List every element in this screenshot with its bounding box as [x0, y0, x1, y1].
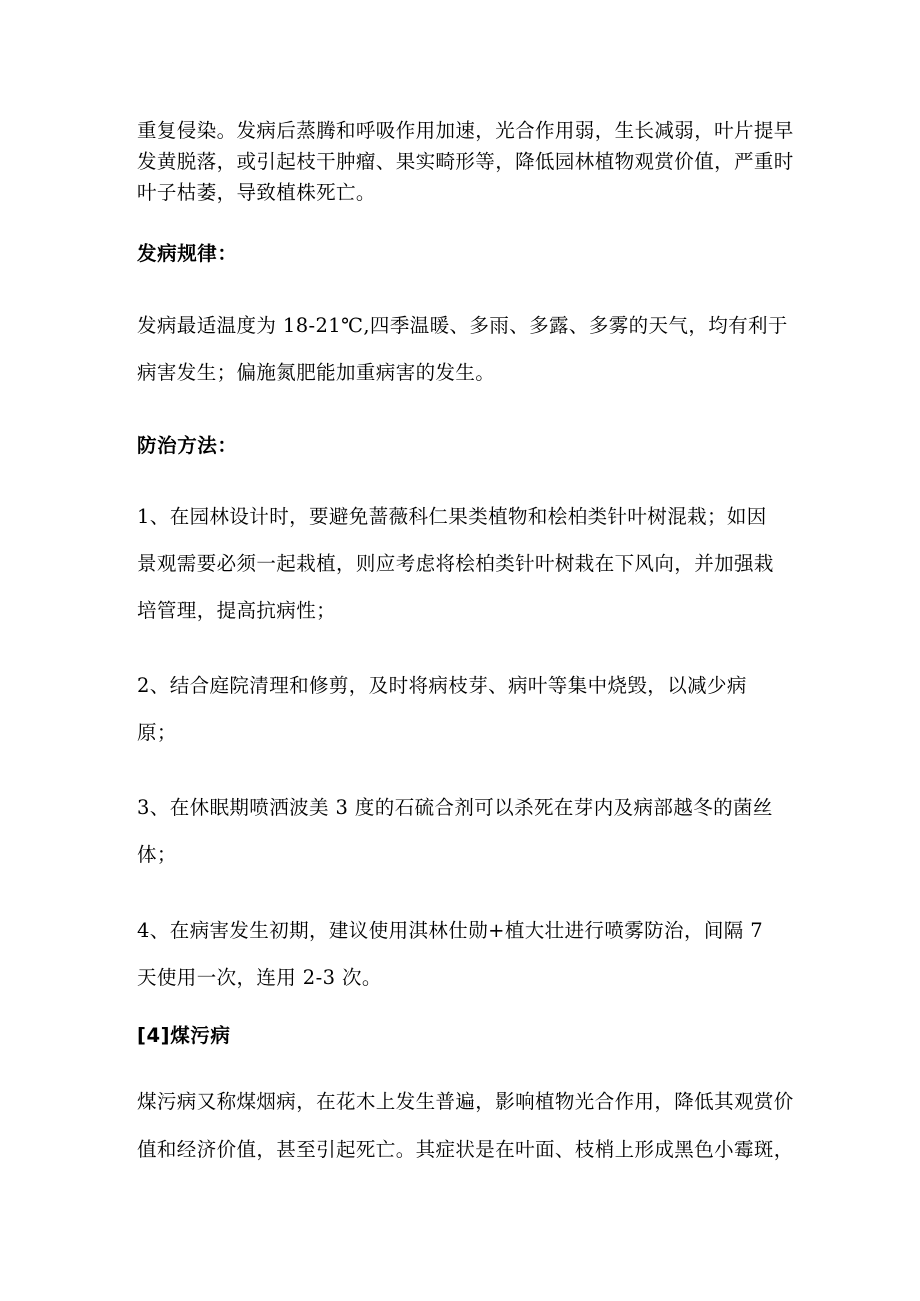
pattern-line-2: 病害发生；偏施氮肥能加重病害的发生。: [137, 361, 496, 384]
intro-line-3: 叶子枯萎，导致植株死亡。: [137, 181, 376, 204]
control-item-3-line-2: 体；: [137, 843, 177, 866]
control-item-1-line-1: 1、在园林设计时，要避免蔷薇科仁果类植物和桧柏类针叶树混栽；如因: [137, 505, 767, 528]
intro-line-2: 发黄脱落，或引起枝干肿瘤、果实畸形等，降低园林植物观赏价值，严重时: [137, 150, 794, 173]
control-item-1-line-2: 景观需要必须一起栽植，则应考虑将桧柏类针叶树栽在下风向，并加强栽: [137, 552, 774, 575]
control-item-4-line-2: 天使用一次，连用 2-3 次。: [137, 966, 382, 989]
pattern-heading: 发病规律：: [137, 242, 238, 265]
intro-line-1: 重复侵染。发病后蒸腾和呼吸作用加速，光合作用弱，生长减弱，叶片提早: [137, 119, 794, 142]
control-item-3-line-1: 3、在休眠期喷洒波美 3 度的石硫合剂可以杀死在芽内及病部越冬的菌丝: [137, 796, 773, 819]
sooty-mold-line-2: 值和经济价值，甚至引起死亡。其症状是在叶面、枝梢上形成黑色小霉斑，: [137, 1138, 794, 1161]
sooty-mold-line-1: 煤污病又称煤烟病，在花木上发生普遍，影响植物光合作用，降低其观赏价: [137, 1090, 794, 1113]
control-item-1-line-3: 培管理，提高抗病性；: [137, 599, 337, 622]
control-item-2-line-2: 原；: [137, 721, 177, 744]
sooty-mold-heading: [4]煤污病: [137, 1024, 231, 1047]
pattern-line-1: 发病最适温度为 18-21℃,四季温暖、多雨、多露、多雾的天气，均有利于: [137, 314, 788, 337]
control-item-2-line-1: 2、结合庭院清理和修剪，及时将病枝芽、病叶等集中烧毁，以减少病: [137, 674, 747, 697]
control-heading: 防治方法：: [137, 434, 238, 457]
control-item-4-line-1: 4、在病害发生初期，建议使用淇林仕勋+植大壮进行喷雾防治，间隔 7: [137, 919, 764, 942]
